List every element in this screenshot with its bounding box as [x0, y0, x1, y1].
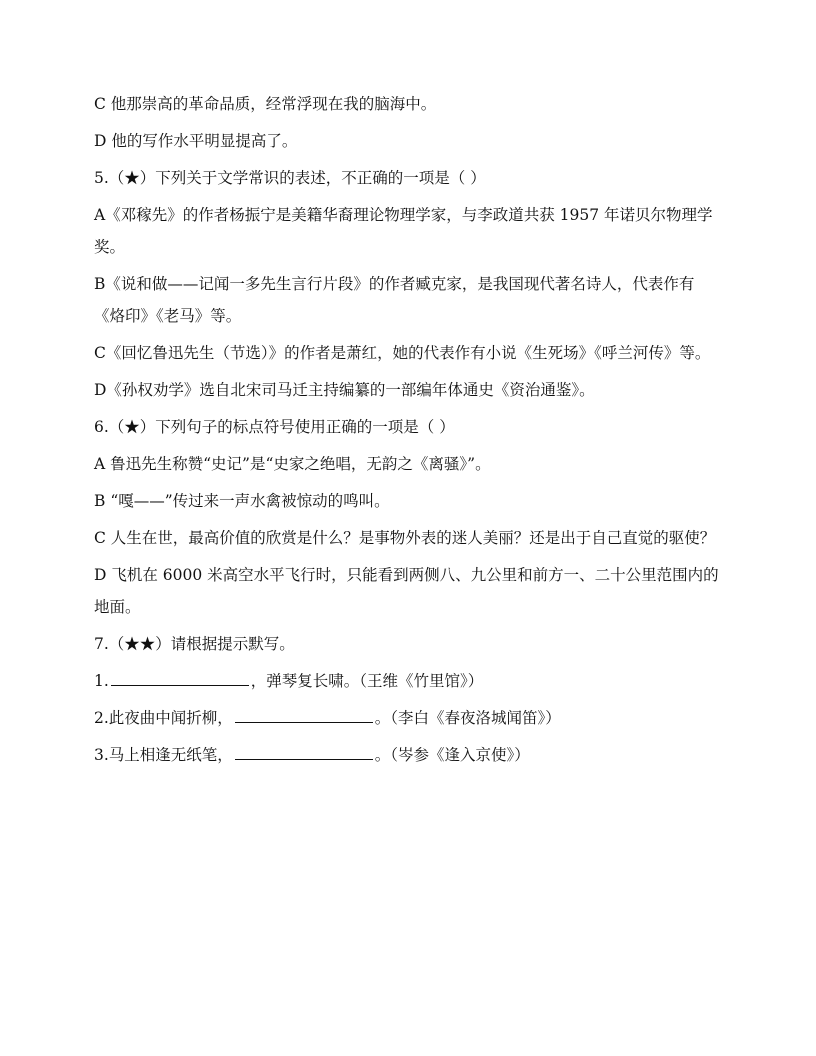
fill-blank-line-2 — [94, 702, 724, 734]
question-5-option-d: D《孙权劝学》选自北宋司马迁主持编纂的一部编年体通史《资治通鉴》。 — [94, 381, 595, 399]
fill-blank-3-prefix: 3.马上相逢无纸笔， — [94, 746, 233, 764]
question-6-option-a: A 鲁迅先生称赞“史记”是“史家之绝唱，无韵之《离骚》”。 — [94, 455, 491, 473]
question-6-option-b: B “嘎——”传过来一声水禽被惊动的鸣叫。 — [94, 492, 390, 510]
fill-blank-line-3 — [94, 739, 724, 771]
fill-blank-3-answer-line — [235, 741, 373, 760]
fill-blank-2-prefix: 2.此夜曲中闻折柳， — [94, 709, 233, 727]
option-d-sentence: D 他的写作水平明显提高了。 — [94, 132, 298, 150]
fill-blank-3-suffix: 。（岑参《逢入京使》） — [374, 746, 530, 764]
fill-blank-line-1 — [94, 665, 724, 697]
question-5-option-b: B《说和做——记闻一多先生言行片段》的作者臧克家，是我国现代著名诗人，代表作有《烙印》《老马》等。 — [94, 275, 695, 325]
option-c-sentence: C 他那崇高的革命品质，经常浮现在我的脑海中。 — [94, 95, 437, 113]
fill-blank-2-suffix: 。（李白《春夜洛城闻笛》） — [374, 709, 561, 727]
document-content — [94, 88, 724, 776]
fill-blank-1-answer-line — [111, 667, 249, 686]
question-5-stem: 5.（★）下列关于文学常识的表述，不正确的一项是（ ） — [94, 169, 486, 187]
question-5-option-c: C《回忆鲁迅先生（节选）》的作者是萧红，她的代表作有小说《生死场》《呼兰河传》等。 — [94, 344, 711, 362]
question-6-option-c: C 人生在世，最高价值的欣赏是什么？是事物外表的迷人美丽？还是出于自己直觉的驱使？ — [94, 529, 716, 547]
question-7-stem: 7.（★★）请根据提示默写。 — [94, 635, 295, 653]
fill-blank-2-answer-line — [235, 704, 373, 723]
question-5-option-a: A《邓稼先》的作者杨振宁是美籍华裔理论物理学家，与李政道共获 1957 年诺贝尔物理学奖。 — [94, 206, 713, 256]
question-6-stem: 6.（★）下列句子的标点符号使用正确的一项是（ ） — [94, 418, 455, 436]
fill-blank-1-suffix: ，弹琴复长啸。（王维《竹里馆》） — [250, 672, 484, 690]
question-6-option-d: D 飞机在 6000 米高空水平飞行时，只能看到两侧八、九公里和前方一、二十公里范围内的地面。 — [94, 566, 719, 616]
fill-blank-1-prefix: 1. — [94, 672, 109, 690]
